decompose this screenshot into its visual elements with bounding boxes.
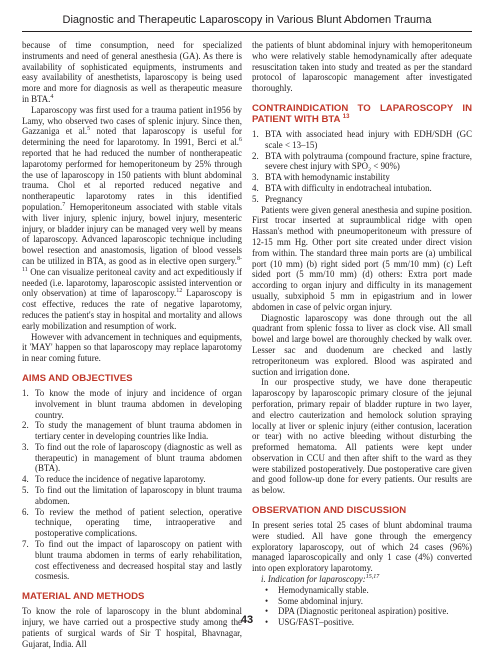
list-item: 2. To study the management of blunt trauma abdomen in tertiary center in developing countries like India. [22, 420, 242, 442]
list-item: 4. BTA with difficulty in endotracheal intubation. [252, 182, 432, 193]
contraindication-list [252, 129, 472, 205]
intro-paragraph-3: However with advancement in techniques and equipments, it 'MAY' happen so that laparoscopy may replace laparotomy in near coming future. [22, 331, 242, 364]
list-item: 5. To find out the limitation of laparoscopy in blunt trauma abdomen. [22, 485, 242, 506]
right-column [252, 40, 472, 628]
procedure-paragraph-3: In our prospective study, we have done therapeutic laparoscopy by laparoscopic primary closure of the jejunal perforation, primary repair of bladder rupture in two layer, and electro cauterization and hemolock solution spraying locally at liver or splenic injury (either contusion, laceration or tear) with no active bleeding without disturbing the preformed hematoma. All patients were kept under observation in CCU and then after shift to the ward as they were stabilized postoperatively. Due postoperative care given and good follow-up done for every patients. Our results are as below. [252, 377, 472, 496]
list-item: 4. To reduce the incidence of negative laparotomy. [22, 474, 206, 485]
bullet-icon: • [265, 617, 269, 628]
aims-heading: AIMS AND OBJECTIVES [22, 372, 133, 384]
list-item: 2. BTA with polytrauma (compound fracture, spine fracture, severe chest injury with SPO₂ < 90%) [252, 150, 472, 172]
list-item: 5. Pregnancy [252, 193, 303, 204]
list-item: • Some abdominal injury. [265, 595, 363, 606]
intro-paragraph-2: Laparoscopy was first used for a trauma patient in1956 by Lamy, who observed two cases of splenic injury. Since then, Gazzaniga et al.$^5$ noted that laparoscopy is useful for determining the need for laparotomy. In 1991, Berci et al.$^6$ reported that he had reduced the number of nontherapeatic laparotomy performed for hemoperitoneum by 25% through the use of laparoscopy in 150 patients with blunt abdominal trauma. Chol et al reported reduced negative and nontherapeutic laparotomy rates in this identified population.$^7$ Hemoperitoneum associated with stable vitals with liver injury, splenic injury, bowel injury, mesenteric injury, or bladder injury can be managed very well by means of laparoscopy. Advanced laparoscopic technique including bowel resection and anastomosis, ligation of blood vessels can be utilized in BTA, as good as in elective open surgery.$^{8-11}$ One can visualize peritoneal cavity and act expeditiously if needed (i.e. laparotomy, laparoscopic assisted intervention or only observation) at time of laparoscopy.$^{12}$ Laparoscopy is cost effective, reduces the rate of negative laparotomy, reduces the patient's stay in hospital and mortality and allows early mobilization and resumption of work. [22, 104, 243, 331]
bullet-icon: • [265, 595, 269, 606]
list-item: 1. To know the mode of injury and incidence of organ involvement in blunt trauma abdomen in developing country. [22, 387, 242, 420]
list-item: • USG/FAST–positive. [265, 617, 355, 628]
list-item: 1. BTA with associated head injury with EDH/SDH (GC scale < 13–15) [252, 128, 472, 150]
left-column [22, 40, 242, 649]
list-item: 6. To review the method of patient selection, operative technique, operating time, intraoperative and postoperative complications. [22, 506, 242, 539]
observation-paragraph: In present series total 25 cases of blunt abdominal trauma were studied. All have gone through the emergency exploratory laparoscopy, out of which 24 cases (96%) managed laparoscopically and only 1 case (4%) converted into open exploratory laparotomy. [252, 520, 472, 574]
intro-paragraph-1: because of time consumption, need for specialized instruments and need of general anesthesia (GA). As there is availability of sophisticated equipments, instruments and easy availability of anesthetists, laparoscopy is being used more and more for diagnosis as well as therapeutic measure in BTA.$^4$ [22, 40, 242, 104]
header-rule [22, 31, 472, 32]
bullet-icon: • [265, 584, 269, 595]
methods-heading: MATERIAL AND METHODS [22, 591, 145, 603]
list-item: • DPA (Diagnostic peritoneal aspiration) positive. [265, 606, 449, 617]
bullet-icon: • [265, 606, 269, 617]
aims-list [22, 388, 242, 582]
list-item: • Hemodynamically stable. [265, 584, 369, 595]
indication-label: i. Indication for laparoscopy:$^{15,17}$ [261, 574, 380, 585]
contraindication-heading: CONTRAINDICATION TO LAPAROSCOPY IN PATIENT WITH BTA $^{13}$ [252, 102, 472, 125]
procedure-paragraph-2: Diagnostic laparoscopy was done through out the all quadrant from splenic fossa to liver as clock vise. All small bowel and large bowel are thoroughly checked by walk over. Lesser sac and duodenum are checked and lastly retroperitoneum was explored. Blood was aspirated and suction and irrigation done. [252, 312, 472, 377]
list-item: 7. To find out the impact of laparoscopy on patient with blunt trauma abdomen in terms of early rehabilitation, cost effectiveness and decreased hospital stay and lastly cosmesis. [22, 539, 242, 582]
page-number: 43 [240, 614, 254, 626]
procedure-paragraph-1: Patients were given general anesthesia and supine position. First trocar inserted at supraumblical ridge with open Hassan's method with pneumoperitoneum with pressure of 12-15 mm Hg. Other port site created under direct vision from within. The standard three main ports are (a) umbilical port (10 mm) (b) right sided port (5 mm/10 mm) (c) Left sided port (5 mm/10 mm) (d) others: Extra port made according to organ injury and difficulty in its management usually, subxiphoid 5 mm in epigastrium and in lower abdomen in case of pelvic organ injury. [252, 204, 472, 312]
observation-heading: OBSERVATION AND DISCUSSION [252, 505, 407, 517]
methods-paragraph: To know the role of laparoscopy in the blunt abdominal injury, we have carried out a prospective study among the patients of surgical wards of Sir T hospital, Bhavnagar, Gujarat, India. All [22, 606, 242, 649]
continued-paragraph: the patients of blunt abdominal injury with hemoperitoneum who were relatively stable hemodynamically after adequate resuscitation taken into study and treated as per the standard protocol of laparoscopic management after investigated thoroughly. [252, 40, 472, 94]
running-header: Diagnostic and Therapeutic Laparoscopy in Various Blunt Abdomen Trauma [62, 14, 432, 26]
list-item: 3. To find out the role of laparoscopy (diagnostic as well as therapeutic) in management of blunt trauma abdomen (BTA). [22, 441, 242, 474]
list-item: 3. BTA with hemodynamic instability [252, 172, 390, 183]
